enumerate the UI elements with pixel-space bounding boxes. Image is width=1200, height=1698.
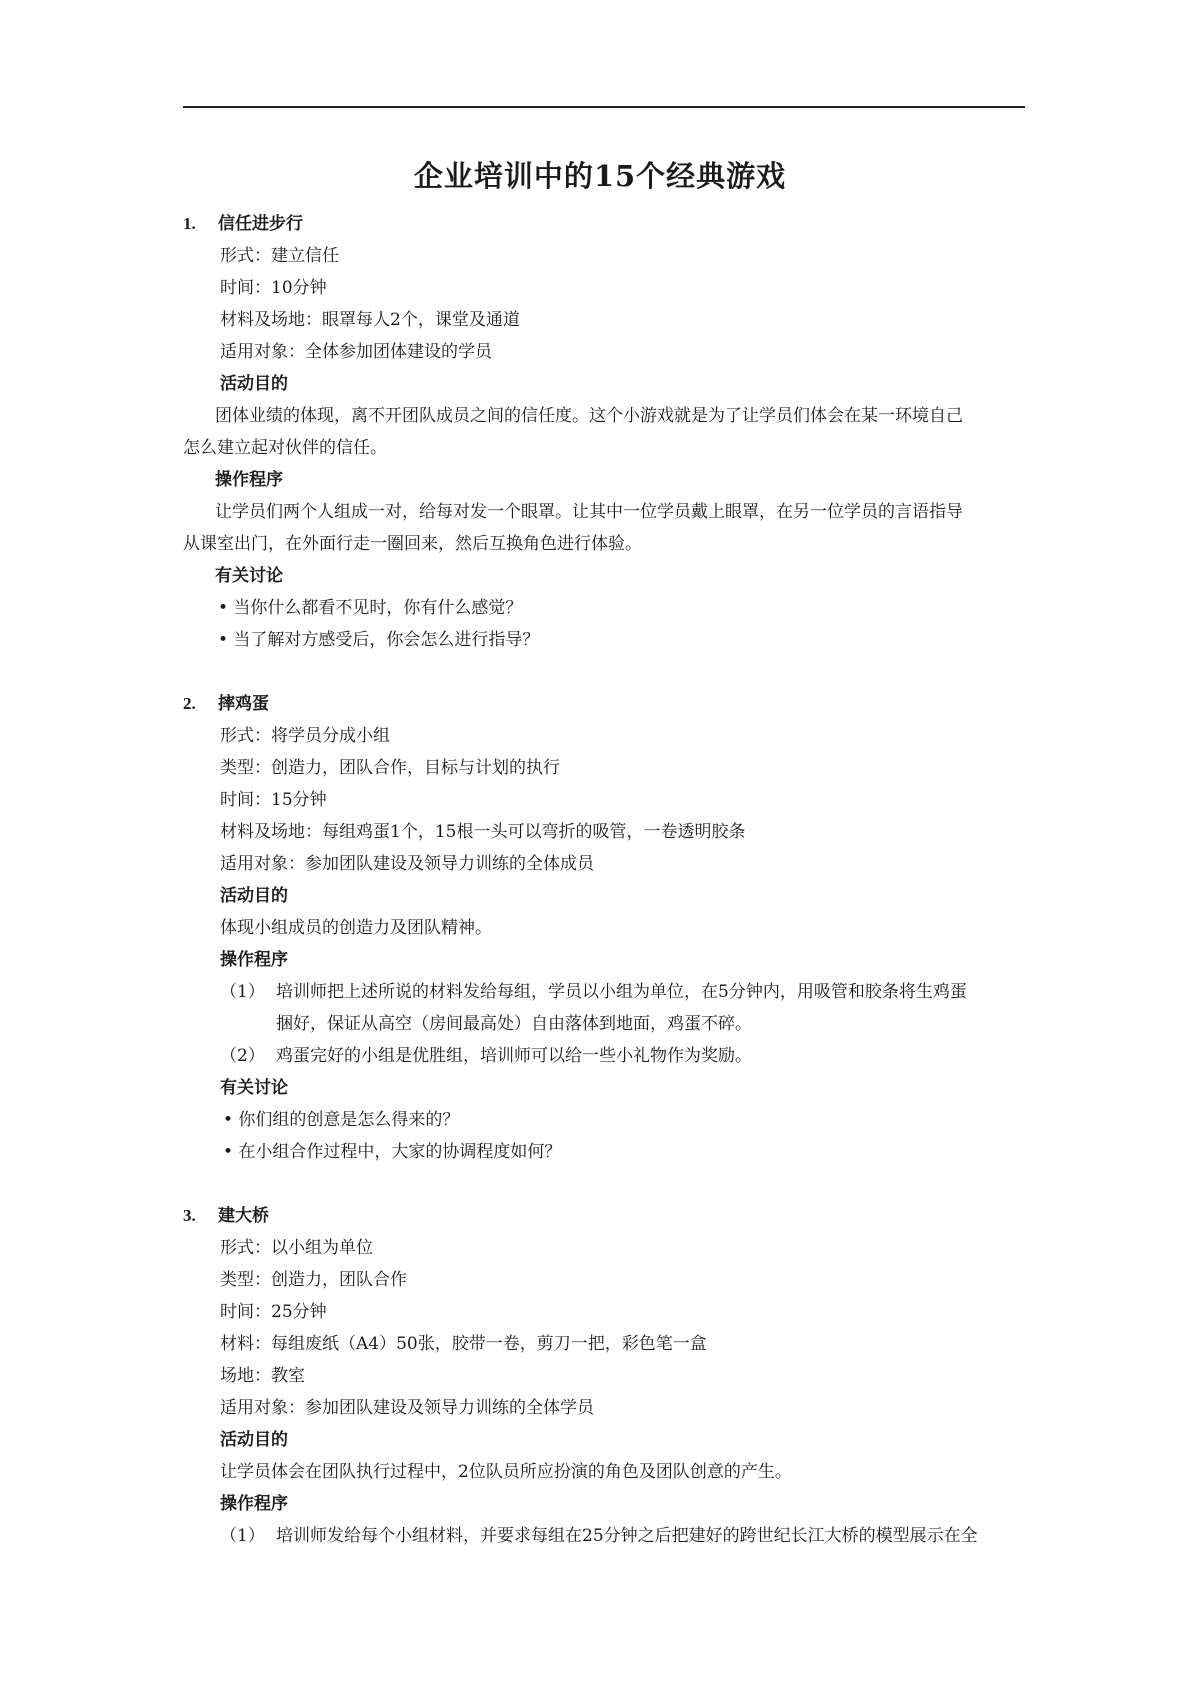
bullet-item: • 当你什么都看不见时，你有什么感觉？: [218, 598, 523, 618]
field-line: 适用对象：全体参加团体建设的学员: [220, 342, 492, 362]
game-name: 信任进步行: [218, 214, 303, 234]
body-line: 让学员们两个人组成一对，给每对发一个眼罩。让其中一位学员戴上眼罩，在另一位学员的言语指导: [215, 502, 963, 522]
field-line: 场地：教室: [220, 1366, 305, 1386]
game-number: 1.: [183, 214, 196, 233]
game-heading: [183, 212, 303, 236]
step-label: （2）: [220, 1046, 265, 1066]
field-line: 类型：创造力，团队合作: [220, 1270, 407, 1290]
bullet-item: • 当了解对方感受后，你会怎么进行指导？: [218, 630, 540, 650]
game-heading: [183, 692, 269, 716]
section-heading: 有关讨论: [215, 566, 283, 586]
body-line: 团体业绩的体现，离不开团队成员之间的信任度。这个小游戏就是为了让学员们体会在某一环境自己: [215, 406, 963, 426]
field-line: 适用对象：参加团队建设及领导力训练的全体成员: [220, 854, 594, 874]
step-line: 鸡蛋完好的小组是优胜组，培训师可以给一些小礼物作为奖励。: [276, 1046, 752, 1066]
game-number: 3.: [183, 1206, 196, 1225]
header-rule: [183, 106, 1025, 108]
game-number: 2.: [183, 694, 196, 713]
bullet-item: • 你们组的创意是怎么得来的？: [223, 1110, 460, 1130]
field-line: 时间：10分钟: [220, 278, 327, 298]
step-line: 培训师把上述所说的材料发给每组，学员以小组为单位，在5分钟内，用吸管和胶条将生鸡蛋: [276, 982, 967, 1002]
field-line: 形式：将学员分成小组: [220, 726, 390, 746]
body-line: 怎么建立起对伙伴的信任。: [183, 438, 387, 458]
field-line: 材料及场地：眼罩每人2个，课堂及通道: [220, 310, 520, 330]
section-heading: 活动目的: [220, 1430, 288, 1450]
step-label: （1）: [220, 1526, 265, 1546]
body-line: 体现小组成员的创造力及团队精神。: [220, 918, 492, 938]
field-line: 形式：建立信任: [220, 246, 339, 266]
game-name: 建大桥: [218, 1206, 269, 1226]
field-line: 材料：每组废纸（A4）50张，胶带一卷，剪刀一把，彩色笔一盒: [220, 1334, 707, 1354]
field-line: 时间：15分钟: [220, 790, 327, 810]
body-line: 从课室出门，在外面行走一圈回来，然后互换角色进行体验。: [183, 534, 642, 554]
section-heading: 操作程序: [215, 470, 283, 490]
step-line: 培训师发给每个小组材料，并要求每组在25分钟之后把建好的跨世纪长江大桥的模型展示在全: [276, 1526, 978, 1546]
page-title: 企业培训中的15个经典游戏: [413, 159, 787, 193]
game-name: 摔鸡蛋: [218, 694, 269, 714]
step-label: （1）: [220, 982, 265, 1002]
game-heading: [183, 1204, 269, 1228]
field-line: 类型：创造力，团队合作，目标与计划的执行: [220, 758, 560, 778]
field-line: 适用对象：参加团队建设及领导力训练的全体学员: [220, 1398, 594, 1418]
section-heading: 操作程序: [220, 1494, 288, 1514]
section-heading: 活动目的: [220, 374, 288, 394]
section-heading: 操作程序: [220, 950, 288, 970]
step-line: 捆好，保证从高空（房间最高处）自由落体到地面，鸡蛋不碎。: [276, 1014, 752, 1034]
section-heading: 有关讨论: [220, 1078, 288, 1098]
field-line: 形式：以小组为单位: [220, 1238, 373, 1258]
section-heading: 活动目的: [220, 886, 288, 906]
field-line: 材料及场地：每组鸡蛋1个，15根一头可以弯折的吸管，一卷透明胶条: [220, 822, 746, 842]
field-line: 时间：25分钟: [220, 1302, 327, 1322]
body-line: 让学员体会在团队执行过程中，2位队员所应扮演的角色及团队创意的产生。: [220, 1462, 792, 1482]
bullet-item: • 在小组合作过程中，大家的协调程度如何？: [223, 1142, 562, 1162]
